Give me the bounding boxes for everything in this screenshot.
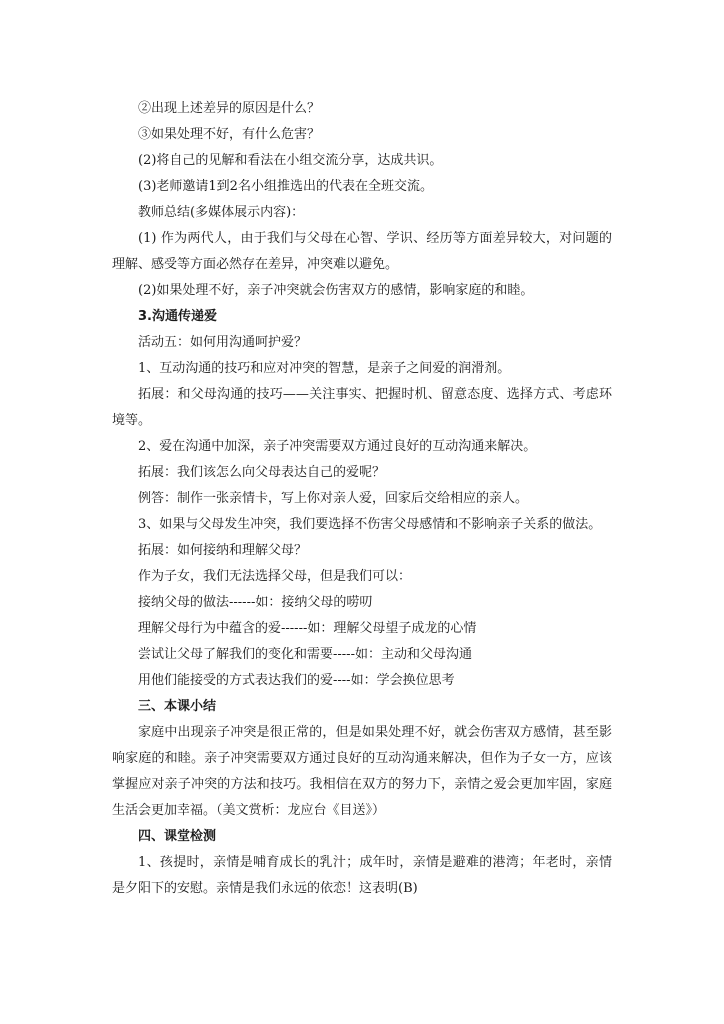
point-communication-skills: 1、互动沟通的技巧和应对冲突的智慧，是亲子之间爱的润滑剂。 (138, 361, 511, 376)
question-harm: ③如果处理不好，有什么危害？ (138, 127, 321, 142)
summary-point-1: (1) 作为两代人，由于我们与父母在心智、学识、经历等方面差异较大，对问题的理解、感受等方面必然存在差异，冲突难以避免。 (112, 231, 612, 272)
extension-skills: 拓展：和父母沟通的技巧——关注事实、把握时机、留意态度、选择方式、考虑环境等。 (112, 387, 612, 428)
step-class-exchange: (3)老师邀请1到2名小组推选出的代表在全班交流。 (138, 179, 433, 194)
list-item-express: 用他们能接受的方式表达我们的爱----如：学会换位思考 (138, 673, 455, 688)
section-heading-summary: 三、本课小结 (138, 699, 217, 714)
list-item-accept: 接纳父母的做法------如：接纳父母的唠叨 (138, 595, 373, 610)
list-item-let-know: 尝试让父母了解我们的变化和需要-----如：主动和父母沟通 (138, 647, 472, 662)
teacher-summary-label: 教师总结(多媒体展示内容)： (138, 205, 305, 220)
extension-accept-parents: 拓展：如何接纳和理解父母？ (138, 543, 308, 558)
lesson-summary: 家庭中出现亲子冲突是很正常的，但是如果处理不好，就会伤害双方感情，甚至影响家庭的和睦。亲子冲突需要双方通过良好的互动沟通来解决，但作为子女一方，应该掌握应对亲子冲突的方法和技巧。我相信在双方的努力下，亲情之爱会更加牢固，家庭生活会更加幸福。（美文赏析：龙应台《目送》） (112, 725, 612, 818)
list-item-understand: 理解父母行为中蕴含的爱------如：理解父母望子成龙的心情 (138, 621, 477, 636)
as-children-intro: 作为子女，我们无法选择父母，但是我们可以： (138, 569, 412, 584)
extension-express-love: 拓展：我们该怎么向父母表达自己的爱呢？ (138, 465, 386, 480)
section-heading-communication: 3.沟通传递爱 (138, 309, 217, 324)
document-body (112, 96, 612, 902)
point-conflict-choice: 3、如果与父母发生冲突，我们要选择不伤害父母感情和不影响亲子关系的做法。 (138, 517, 602, 532)
summary-point-2: (2)如果处理不好，亲子冲突就会伤害双方的感情，影响家庭的和睦。 (138, 283, 534, 298)
test-question-1: 1、孩提时，亲情是哺育成长的乳汁；成年时，亲情是避难的港湾；年老时，亲情是夕阳下的安慰。亲情是我们永远的依恋！这表明(B) (112, 855, 612, 896)
example-answer: 例答：制作一张亲情卡，写上你对亲人爱，回家后交给相应的亲人。 (138, 491, 529, 506)
section-heading-test: 四、课堂检测 (138, 829, 217, 844)
activity-five: 活动五：如何用沟通呵护爱？ (138, 335, 308, 350)
question-reason: ②出现上述差异的原因是什么？ (138, 101, 321, 116)
point-love-deepens: 2、爱在沟通中加深，亲子冲突需要双方通过良好的互动沟通来解决。 (138, 439, 537, 454)
step-share-views: (2)将自己的见解和看法在小组交流分享，达成共识。 (138, 153, 443, 168)
